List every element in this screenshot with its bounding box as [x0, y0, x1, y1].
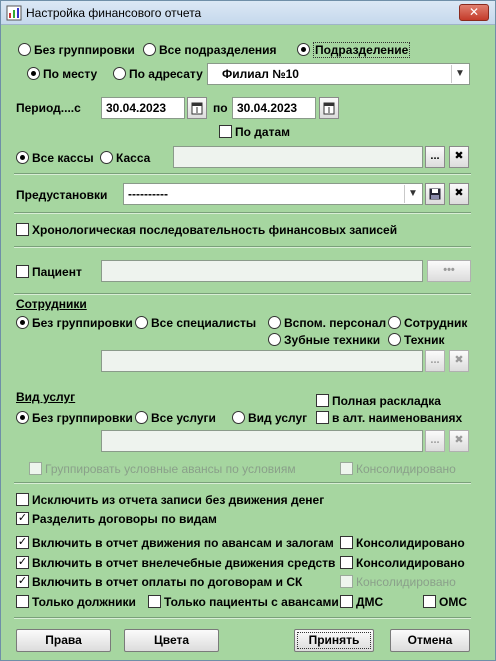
radio-by-recipient[interactable]: [113, 67, 126, 80]
radio-department-label: Подразделение: [315, 43, 409, 57]
radio-by-place[interactable]: [27, 67, 40, 80]
patient-checkbox[interactable]: [16, 265, 29, 278]
radio-all-services[interactable]: [135, 411, 148, 424]
include-nonmedical-label: Включить в отчет внелечебные движения средств: [32, 556, 336, 570]
branch-dropdown[interactable]: [207, 63, 470, 85]
advances-consolidated-checkbox[interactable]: [340, 536, 353, 549]
include-contracts-checkbox[interactable]: ✓: [17, 575, 28, 587]
separator: [14, 617, 471, 619]
exclude-no-movement-label: Исключить из отчета записи без движения денег: [32, 493, 325, 507]
branch-dropdown-value: Филиал №10: [222, 67, 299, 81]
by-dates-checkbox[interactable]: [219, 125, 232, 138]
colors-button[interactable]: Цвета: [124, 629, 219, 652]
debtors-only-checkbox[interactable]: [16, 595, 29, 608]
by-dates-label: По датам: [235, 125, 291, 139]
chevron-down-icon[interactable]: ▼: [404, 185, 421, 203]
radio-all-departments[interactable]: [143, 43, 156, 56]
radio-cash[interactable]: [100, 151, 113, 164]
include-nonmedical-checkbox[interactable]: ✓: [17, 556, 28, 568]
staff-dots-button[interactable]: ...: [425, 350, 445, 372]
radio-no-grouping-label: Без группировки: [34, 43, 135, 57]
radio-employee[interactable]: [388, 316, 401, 329]
presets-dropdown-value: ----------: [128, 187, 168, 201]
staff-field[interactable]: [101, 350, 423, 372]
save-preset-button[interactable]: [425, 183, 445, 205]
radio-technician[interactable]: [388, 333, 401, 346]
close-button[interactable]: ✕: [459, 4, 489, 21]
separator: [14, 212, 471, 214]
radio-no-grouping[interactable]: [18, 43, 31, 56]
include-advances-checkbox[interactable]: ✓: [17, 536, 28, 548]
accept-button[interactable]: Принять: [294, 629, 374, 652]
advances-consolidated-label: Консолидировано: [356, 536, 465, 550]
staff-header: Сотрудники: [16, 297, 87, 311]
alt-names-checkbox[interactable]: [316, 411, 329, 424]
include-advances-label: Включить в отчет движения по авансам и залогам: [32, 536, 334, 550]
calendar-icon-to[interactable]: [319, 97, 339, 119]
app-icon: [6, 5, 22, 21]
alt-names-label: в алт. наименованиях: [332, 411, 463, 425]
floppy-icon: [429, 188, 441, 200]
separator: [14, 173, 471, 175]
cancel-button[interactable]: Отмена: [390, 629, 470, 652]
radio-all-departments-label: Все подразделения: [159, 43, 277, 57]
oms-checkbox[interactable]: [423, 595, 436, 608]
cash-clear-button[interactable]: ✖: [449, 146, 469, 168]
period-from-input[interactable]: 30.04.2023: [101, 97, 185, 119]
title-bar: [1, 1, 495, 25]
patient-select-button[interactable]: •••: [427, 260, 471, 282]
group-advances-label: Группировать условные авансы по условиям: [45, 462, 296, 476]
patient-field[interactable]: [101, 260, 423, 282]
contracts-consolidated-label: Консолидировано: [356, 575, 456, 589]
radio-employee-label: Сотрудник: [404, 316, 468, 330]
radio-staff-no-grouping[interactable]: [16, 316, 29, 329]
radio-aux-staff[interactable]: [268, 316, 281, 329]
nonmedical-consolidated-label: Консолидировано: [356, 556, 465, 570]
services-dots-button[interactable]: ...: [425, 430, 445, 452]
radio-services-no-grouping[interactable]: [16, 411, 29, 424]
radio-all-services-label: Все услуги: [151, 411, 216, 425]
window-title: Настройка финансового отчета: [26, 6, 202, 20]
radio-service-type[interactable]: [232, 411, 245, 424]
radio-all-cash-label: Все кассы: [32, 151, 94, 165]
with-advances-label: Только пациенты с авансами: [164, 595, 339, 609]
presets-clear-button[interactable]: ✖: [449, 183, 469, 205]
services-header: Вид услуг: [16, 390, 76, 404]
separator: [14, 482, 471, 484]
radio-dental-technicians-label: Зубные техники: [284, 333, 381, 347]
dms-checkbox[interactable]: [340, 595, 353, 608]
radio-service-type-label: Вид услуг: [248, 411, 308, 425]
radio-staff-no-grouping-label: Без группировки: [32, 316, 133, 330]
calendar-icon-from[interactable]: [187, 97, 207, 119]
split-contracts-checkbox[interactable]: ✓: [17, 512, 28, 524]
separator: [14, 246, 471, 248]
radio-all-specialists-label: Все специалисты: [151, 316, 257, 330]
presets-dropdown[interactable]: [123, 183, 423, 205]
group-advances-checkbox[interactable]: [29, 462, 42, 475]
services-field[interactable]: [101, 430, 423, 452]
staff-clear-button[interactable]: ✖: [449, 350, 469, 372]
with-advances-checkbox[interactable]: [148, 595, 161, 608]
radio-department[interactable]: [297, 43, 310, 56]
dms-label: ДМС: [356, 595, 384, 609]
chronology-label: Хронологическая последовательность финансовых записей: [32, 223, 398, 237]
chevron-down-icon[interactable]: ▼: [451, 65, 468, 83]
radio-dental-technicians[interactable]: [268, 333, 281, 346]
oms-label: ОМС: [439, 595, 467, 609]
radio-by-place-label: По месту: [43, 67, 98, 81]
chronology-checkbox[interactable]: [16, 223, 29, 236]
patient-label: Пациент: [32, 265, 82, 279]
presets-label: Предустановки: [16, 188, 108, 202]
radio-aux-staff-label: Вспом. персонал: [284, 316, 387, 330]
radio-cash-label: Касса: [116, 151, 151, 165]
rights-button[interactable]: Права: [16, 629, 111, 652]
period-to-label: по: [213, 101, 228, 115]
debtors-only-label: Только должники: [32, 595, 136, 609]
period-label: Период....с: [16, 101, 81, 115]
radio-by-recipient-label: По адресату: [129, 67, 203, 81]
radio-services-no-grouping-label: Без группировки: [32, 411, 133, 425]
cash-dots-button[interactable]: ...: [425, 146, 445, 168]
radio-all-specialists[interactable]: [135, 316, 148, 329]
cash-field[interactable]: [173, 146, 423, 168]
separator: [14, 293, 471, 295]
full-layout-label: Полная раскладка: [332, 394, 441, 408]
include-contracts-label: Включить в отчет оплаты по договорам и СК: [32, 575, 303, 589]
services-clear-button[interactable]: ✖: [449, 430, 469, 452]
services-consolidated-label: Консолидировано: [356, 462, 456, 476]
contracts-consolidated-checkbox[interactable]: [340, 575, 353, 588]
radio-technician-label: Техник: [404, 333, 445, 347]
radio-all-cash[interactable]: [16, 151, 29, 164]
period-to-input[interactable]: 30.04.2023: [232, 97, 316, 119]
nonmedical-consolidated-checkbox[interactable]: [340, 556, 353, 569]
services-consolidated-checkbox[interactable]: [340, 462, 353, 475]
split-contracts-label: Разделить договоры по видам: [32, 512, 217, 526]
exclude-no-movement-checkbox[interactable]: [16, 493, 29, 506]
full-layout-checkbox[interactable]: [316, 394, 329, 407]
